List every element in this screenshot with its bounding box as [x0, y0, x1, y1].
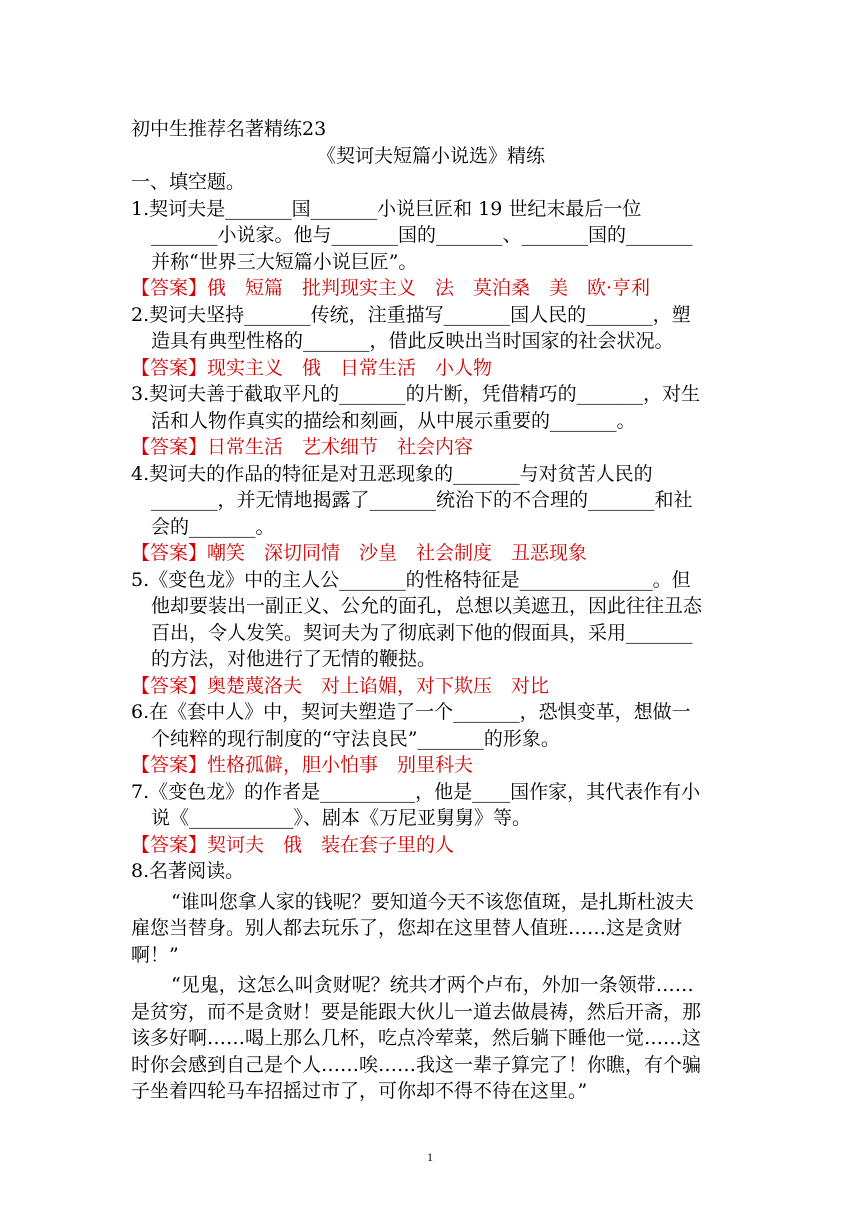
question-line: 活和人物作真实的描绘和刻画，从中展示重要的_______。 — [151, 409, 636, 432]
answer-text: 奥楚蔑洛夫 对上谄媚，对下欺压 对比 — [207, 674, 550, 697]
answer-line — [131, 673, 731, 700]
question-list — [131, 196, 731, 859]
answer-line — [131, 752, 731, 779]
question-line: 造具有典型性格的_______，借此反映出当时国家的社会状况。 — [151, 330, 674, 352]
question-line: 3.契诃夫善于截取平凡的_______的片断，凭借精巧的_______，对生 — [131, 383, 701, 405]
question-line: 个纯粹的现行制度的“守法良民”_______的形象。 — [151, 727, 560, 750]
reading-line: “谁叫您拿人家的钱呢？要知道今天不该您值斑，是扎斯杜波夫 — [171, 890, 694, 913]
question-line: 会的_______。 — [151, 515, 275, 538]
answer-tag: 【答案】 — [131, 277, 208, 299]
question-line: 2.契诃夫坚持_______传统，注重描写_______国人民的_______，塑 — [131, 303, 691, 326]
question-line: 的方法，对他进行了无情的鞭挞。 — [151, 648, 437, 670]
answer-text: 嘲笑 深切同情 沙皇 社会制度 丑恶现象 — [207, 542, 588, 564]
reading-line: 该多好啊……喝上那么几杯，吃点冷荤菜，然后躺下睡他一觉……这 — [131, 1027, 702, 1049]
answer-text: 日常生活 艺术细节 社会内容 — [207, 436, 474, 458]
answer-tag: 【答案】 — [131, 833, 208, 856]
answer-text: 契诃夫 俄 装在套子里的人 — [207, 833, 455, 856]
answer-tag: 【答案】 — [131, 356, 208, 379]
answer-line — [131, 540, 731, 567]
answer-tag: 【答案】 — [131, 674, 208, 697]
question-item — [131, 699, 731, 779]
answer-text: 俄 短篇 批判现实主义 法 莫泊桑 美 欧·亨利 — [207, 277, 651, 299]
question-item — [131, 567, 731, 700]
question-line: 7.《变色龙》的作者是__________，他是____国作家，其代表作有小 — [131, 780, 701, 803]
reading-line: 时你会感到自己是个人……唉……我这一辈子算完了！你瞧，有个骗 — [131, 1053, 702, 1076]
reading-line: 雇您当替身。别人都去玩乐了，您却在这里替人值班……这是贪财 — [131, 917, 683, 939]
question-item — [131, 302, 731, 382]
question-item — [131, 461, 731, 567]
section-heading: 一、填空题。 — [131, 171, 246, 193]
question-item — [131, 779, 731, 859]
page-number: 1 — [427, 1150, 433, 1164]
question-line: 并称“世界三大短篇小说巨匠”。 — [151, 250, 418, 273]
answer-text: 性格孤僻，胆小怕事 别里科夫 — [207, 754, 474, 776]
reading-line: “见鬼，这怎么叫贪财呢？统共才两个卢布，外加一条领带…… — [171, 974, 694, 996]
answer-tag: 【答案】 — [131, 754, 208, 776]
reading-passage — [131, 889, 731, 1105]
question-line: 百出，令人发笑。契诃夫为了彻底剥下他的假面具，采用_______ — [151, 621, 693, 644]
question-line: 他却要装出一副正义、公允的面孔，总想以美遮丑，因此往往丑态 — [151, 595, 703, 617]
series-title: 初中生推荐名著精练23 — [131, 118, 327, 140]
answer-line — [131, 355, 731, 382]
question-item — [131, 196, 731, 302]
question-line: 1.契诃夫是_______国_______小说巨匠和 19 世纪末最后一位 — [131, 197, 642, 220]
reading-line: 子坐着四轮马车招摇过市了，可你却不得不待在这里。” — [131, 1080, 588, 1102]
reading-heading: 8.名著阅读。 — [131, 860, 245, 882]
question-line: 4.契诃夫的作品的特征是对丑恶现象的_______与对贫苦人民的 — [131, 462, 653, 485]
answer-tag: 【答案】 — [131, 542, 208, 564]
question-line: _______，并无情地揭露了_______统治下的不合理的_______和社 — [151, 489, 693, 511]
question-line: _______小说家。他与_______国的_______、_______国的_______ — [151, 224, 693, 246]
answer-text: 现实主义 俄 日常生活 小人物 — [207, 356, 493, 379]
reading-line: 是贫穷，而不是贪财！要是能跟大伙儿一道去做晨祷，然后开斋，那 — [131, 1000, 702, 1023]
answer-tag: 【答案】 — [131, 436, 208, 458]
reading-line: 啊！” — [131, 943, 179, 966]
reading-paragraph — [131, 972, 731, 1105]
question-line: 6.在《套中人》中，契诃夫塑造了一个_______，恐惧变革，想做一 — [131, 701, 691, 723]
question-item — [131, 381, 731, 461]
question-line: 5.《变色龙》中的主人公_______的性格特征是______________。但 — [131, 568, 691, 591]
reading-paragraph — [131, 889, 731, 969]
answer-line — [131, 275, 731, 302]
document-title: 《契诃夫短篇小说选》精练 — [316, 144, 545, 167]
question-line: 说《___________》、剧本《万尼亚舅舅》等。 — [151, 807, 532, 829]
page-content — [131, 116, 731, 1105]
answer-line — [131, 832, 731, 859]
answer-line — [131, 434, 731, 461]
